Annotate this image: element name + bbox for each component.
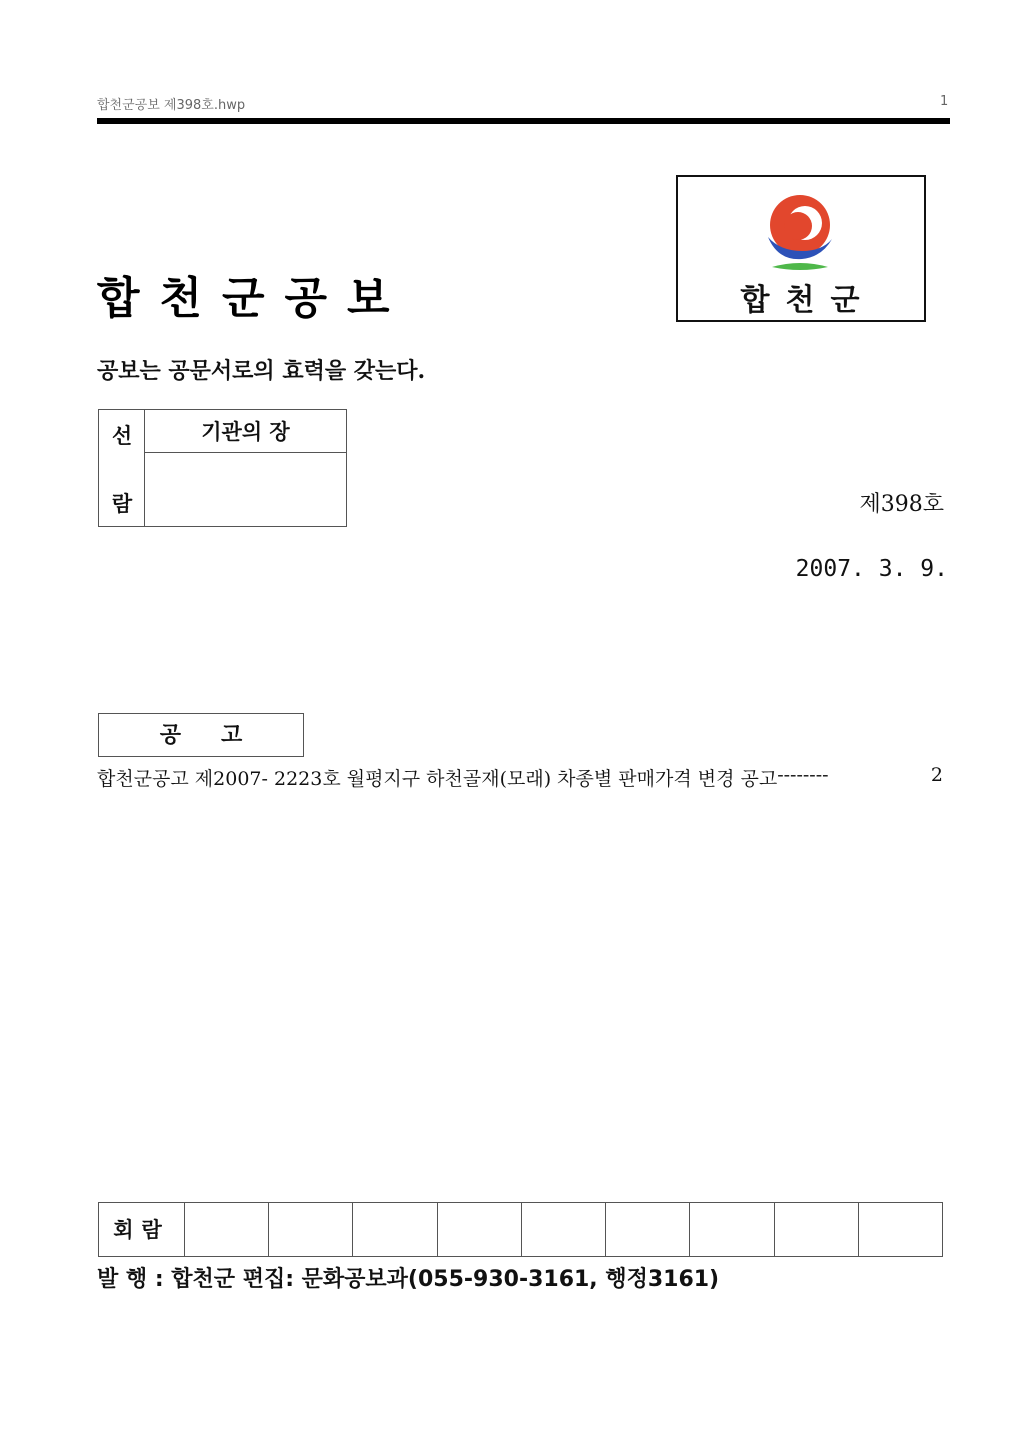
header-page-number: 1 bbox=[940, 94, 949, 109]
circulation-cell bbox=[606, 1203, 690, 1256]
toc-entry-leader: -------- bbox=[777, 764, 829, 786]
publication-subtitle: 공보는 공문서로의 효력을 갖는다. bbox=[97, 358, 426, 384]
section-heading: 공고 bbox=[98, 713, 304, 757]
logo-text: 합천군 bbox=[740, 283, 876, 318]
header-rule bbox=[97, 118, 950, 124]
circulation-table bbox=[98, 1202, 943, 1257]
issue-number: 제398호 bbox=[859, 492, 944, 517]
circulation-cell bbox=[438, 1203, 522, 1256]
circulation-cell bbox=[522, 1203, 606, 1256]
toc-entry[interactable] bbox=[97, 764, 943, 791]
toc-entry-page: 2 bbox=[930, 764, 943, 786]
circulation-cell bbox=[185, 1203, 269, 1256]
county-logo bbox=[676, 175, 926, 322]
header-filename: 합천군공보 제398호.hwp bbox=[97, 98, 246, 113]
routing-table bbox=[98, 409, 347, 527]
hapcheon-emblem-icon bbox=[764, 193, 836, 277]
circulation-cell bbox=[775, 1203, 859, 1256]
circulation-cell bbox=[859, 1203, 942, 1256]
publisher-footer: 발 행 : 합천군 편집: 문화공보과(055-930-3161, 행정3161) bbox=[97, 1267, 720, 1292]
circulation-cell bbox=[690, 1203, 774, 1256]
toc-entry-title: 합천군공고 제2007- 2223호 월평지구 하천골재(모래) 차종별 판매가격 변경 공고 bbox=[97, 768, 778, 790]
circulation-cell bbox=[353, 1203, 437, 1256]
circulation-label: 회람 bbox=[99, 1203, 185, 1256]
publication-title: 합천군공보 bbox=[97, 273, 410, 324]
routing-header: 기관의 장 bbox=[145, 410, 346, 453]
routing-label-top: 선 bbox=[111, 423, 133, 448]
routing-label-column bbox=[99, 410, 145, 526]
routing-label-bottom: 람 bbox=[111, 491, 133, 516]
circulation-cell bbox=[269, 1203, 353, 1256]
issue-date: 2007. 3. 9. bbox=[795, 556, 948, 582]
